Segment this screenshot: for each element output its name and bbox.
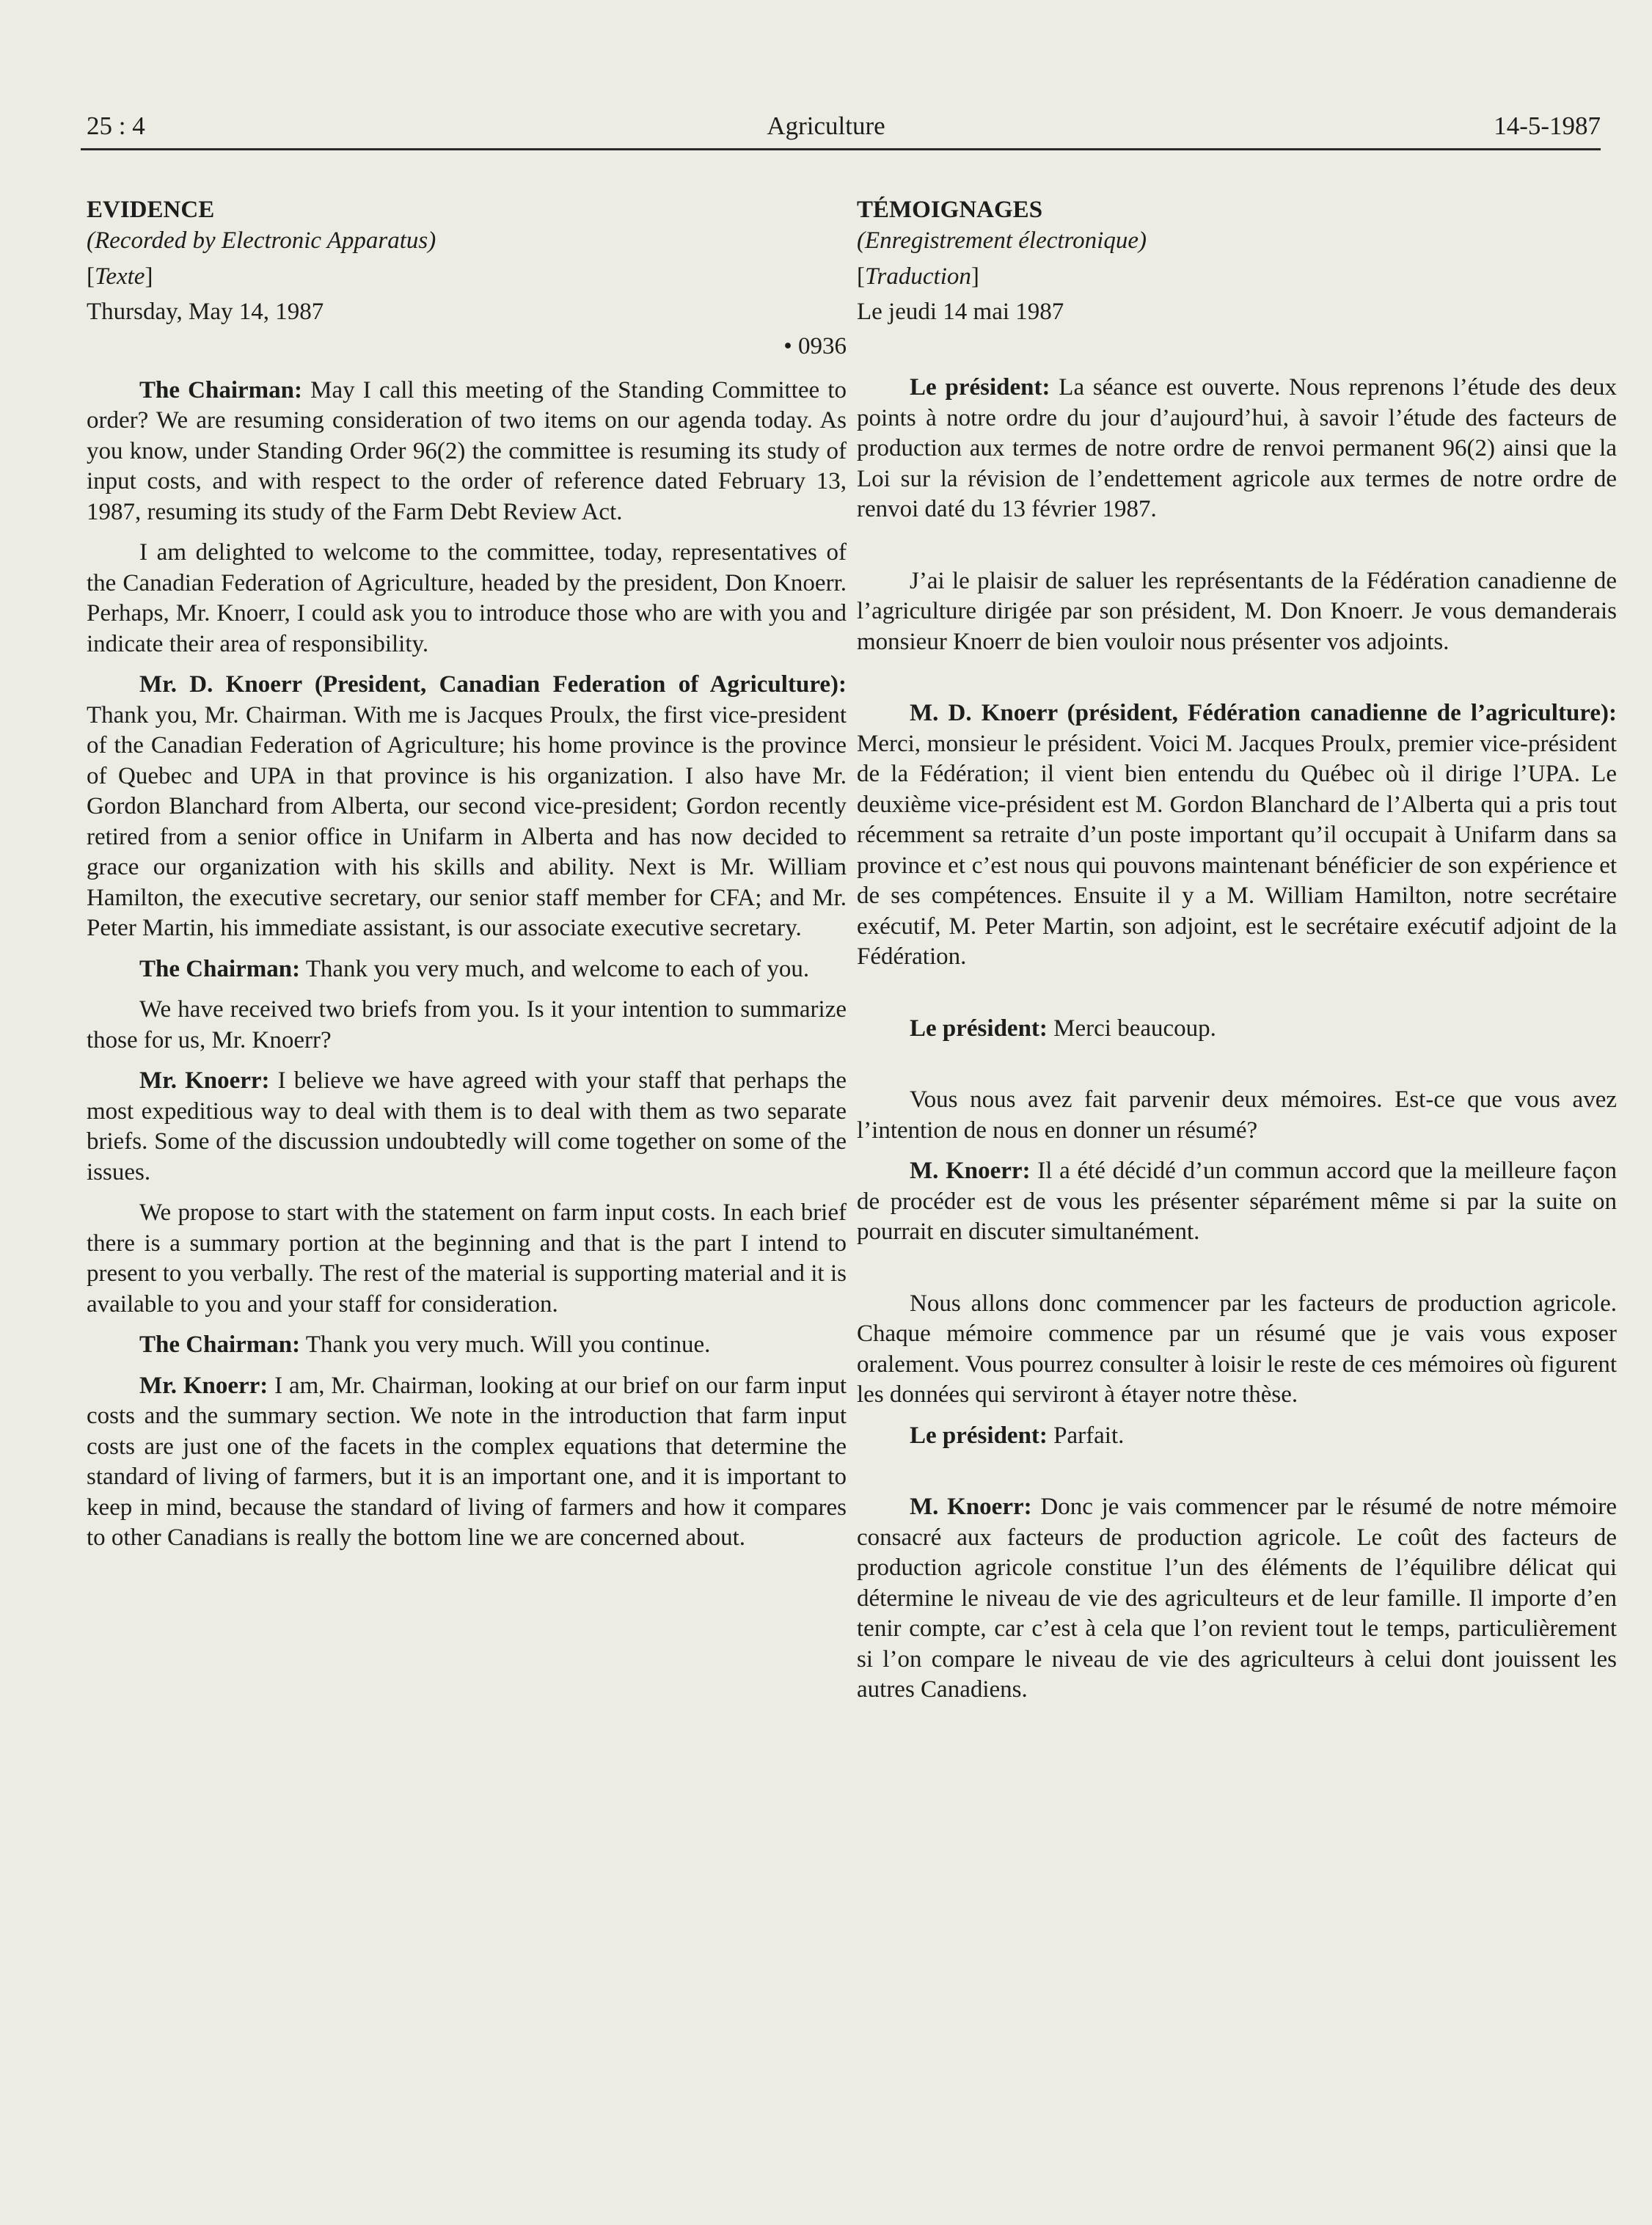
paragraph — [857, 373, 1617, 525]
paragraph — [857, 1289, 1617, 1411]
english-column — [87, 195, 847, 1564]
speaker-name: The Chairman: — [139, 955, 301, 982]
paragraph-text: Nous allons donc commencer par les facteurs de production agricole. Chaque mémoire commence par un résumé que je vais vous exposer oralement. Vous pourrez consulter à loisir le reste de ces mémoires où figurent les données qui serviront à étayer notre thèse. — [857, 1290, 1617, 1408]
speaker-name: The Chairman: — [139, 376, 302, 403]
speaker-name: Le président: — [910, 374, 1050, 401]
paragraph — [87, 670, 847, 944]
header-date: 14-5-1987 — [1494, 112, 1601, 140]
speaker-name: The Chairman: — [139, 1331, 301, 1358]
paragraph-text: Thank you, Mr. Chairman. With me is Jacques Proulx, the first vice-president of the Canadian Federation of Agriculture; his home province is the province of Quebec and UPA in that province is his organization. I also have Mr. Gordon Blanchard from Alberta, our second vice-president; Gordon recently retired from a senior office in Unifarm in Alberta and has now decided to grace our organization with his skills and ability. Next is Mr. William Hamilton, the executive secretary, our senior staff member for CFA; and Mr. Peter Martin, his immediate assistant, is our associate executive secretary. — [87, 701, 847, 941]
paragraph-text: May I call this meeting of the Standing Committee to order? We are resuming consideration of two items on our agenda today. As you know, under Standing Order 96(2) the committee is resuming its study of input costs, and with respect to the order of reference dated February 13, 1987, resuming its study of the Farm Debt Review Act. — [87, 376, 847, 525]
speaker-name: M. Knoerr: — [910, 1494, 1032, 1520]
paragraph-text: J’ai le plaisir de saluer les représentants de la Fédération canadienne de l’agriculture dirigée par son président, M. Don Knoerr. Je vous demanderais monsieur Knoerr de bien vouloir nous présenter vos adjoints. — [857, 567, 1617, 655]
paragraph — [857, 566, 1617, 658]
speaker-name: M. D. Knoerr (président, Fédération canadienne de l’agriculture): — [910, 700, 1617, 726]
paragraph-text: Donc je vais commencer par le résumé de notre mémoire consacré aux facteurs de production agricole. Le coût des facteurs de production agricole constitue l’un des éléments de l’équilibre délicat qui détermine le niveau de vie des agriculteurs et de leur famille. Il importe d’en tenir compte, car c’est à cela que l’on revient tout le temps, particulièrement si l’on compare le niveau de vie des agriculteurs à celui dont jouissent les autres Canadiens. — [857, 1494, 1617, 1703]
paragraph — [87, 538, 847, 660]
paragraph-text: Parfait. — [1047, 1422, 1125, 1449]
paragraph-text: We propose to start with the statement on farm input costs. In each brief there is a summary portion at the beginning and that is the part I intend to present to you verbally. The rest of the material is supporting material and it is available to you and your staff for consideration. — [87, 1199, 847, 1318]
text-label-value: [ Traduction ] — [857, 263, 979, 290]
section-heading: EVIDENCE — [87, 197, 215, 223]
paragraph — [87, 1066, 847, 1188]
paragraph — [87, 376, 847, 528]
paragraph-text: We have received two briefs from you. Is it your intention to summarize those for us, Mr. Knoerr? — [87, 996, 847, 1053]
paragraph-text: Thank you very much, and welcome to each of you. — [300, 955, 810, 982]
paragraph-text: Merci, monsieur le président. Voici M. Jacques Proulx, premier vice-président de la Fédération; il vient bien entendu du Québec où il dirige l’UPA. Le deuxième vice-président est M. Gordon Blanchard de l’Alberta qui a pris tout récemment sa retraite d’un poste important qu’il occupait à Unifarm dans sa province et c’est nous qui pouvons maintenant bénéficier de son expérience et de ses compétences. Ensuite il y a M. William Hamilton, notre secrétaire exécutif, M. Peter Martin, son adjoint, est le secrétaire exécutif adjoint de la Fédération. — [857, 730, 1617, 970]
paragraph — [87, 995, 847, 1056]
paragraph-text: Vous nous avez fait parvenir deux mémoires. Est-ce que vous avez l’intention de nous en donner un résumé? — [857, 1086, 1617, 1144]
running-title: Agriculture — [767, 112, 885, 140]
speaker-name: Le président: — [910, 1422, 1048, 1449]
speaker-name: Le président: — [910, 1015, 1048, 1042]
paragraph-text: I am, Mr. Chairman, looking at our brief on our farm input costs and the summary section. We note in the introduction that farm input costs are just one of the facets in the complex equations that determine the standard of living of farmers, but it is an important one, and it is important to keep in mind, because the standard of living of farmers and how it compares to other Canadians is really the bottom line we are concerned about. — [87, 1372, 847, 1551]
section-heading: TÉMOIGNAGES — [857, 197, 1043, 223]
text-label — [87, 262, 847, 293]
paragraph — [857, 698, 1617, 973]
speaker-name: Mr. D. Knoerr (President, Canadian Federation of Agriculture): — [139, 671, 847, 698]
recording-note: (Enregistrement électronique) — [857, 227, 1147, 254]
paragraph — [857, 1014, 1617, 1045]
paragraph — [87, 1330, 847, 1361]
meeting-date: Thursday, May 14, 1987 — [87, 298, 324, 325]
paragraph-text: I am delighted to welcome to the committee, today, representatives of the Canadian Federation of Agriculture, headed by the president, Don Knoerr. Perhaps, Mr. Knoerr, I could ask you to introduce those who are with you and indicate their area of responsibility. — [87, 539, 847, 657]
paragraph-text: Merci beaucoup. — [1047, 1015, 1216, 1042]
speaker-name: M. Knoerr: — [910, 1158, 1031, 1184]
paragraph — [857, 1492, 1617, 1706]
paragraph — [857, 1421, 1617, 1452]
paragraph — [87, 1371, 847, 1554]
paragraph — [87, 954, 847, 985]
text-label-value: [ Texte ] — [87, 263, 153, 290]
paragraph — [857, 1156, 1617, 1248]
french-column — [857, 195, 1617, 1716]
page-number: 25 : 4 — [87, 112, 145, 140]
paragraph-text: Il a été décidé d’un commun accord que la meilleure façon de procéder est de vous les présenter séparément même si par la suite on pourrait en discuter simultanément. — [857, 1158, 1617, 1245]
speaker-name: Mr. Knoerr: — [139, 1372, 268, 1399]
speaker-name: Mr. Knoerr: — [139, 1067, 270, 1094]
paragraph — [857, 1085, 1617, 1146]
recording-note: (Recorded by Electronic Apparatus) — [87, 227, 436, 254]
paragraph-text: I believe we have agreed with your staff that perhaps the most expeditious way to deal with them is to deal with them as two separate briefs. Some of the discussion undoubtedly will come together on some of the issues. — [87, 1067, 847, 1185]
text-label — [857, 262, 1617, 293]
header-rule — [81, 148, 1601, 150]
meeting-date: Le jeudi 14 mai 1987 — [857, 298, 1064, 325]
time-stamp: • 0936 — [783, 333, 847, 359]
paragraph — [87, 1198, 847, 1320]
paragraph-text: La séance est ouverte. Nous reprenons l’étude des deux points à notre ordre du jour d’aujourd’hui, à savoir l’étude des facteurs de production aux termes de notre ordre de renvoi permanent 96(2) ainsi que la Loi sur la révision de l’endettement agricole aux termes de notre ordre de renvoi daté du 13 février 1987. — [857, 374, 1617, 522]
paragraph-text: Thank you very much. Will you continue. — [300, 1331, 711, 1358]
